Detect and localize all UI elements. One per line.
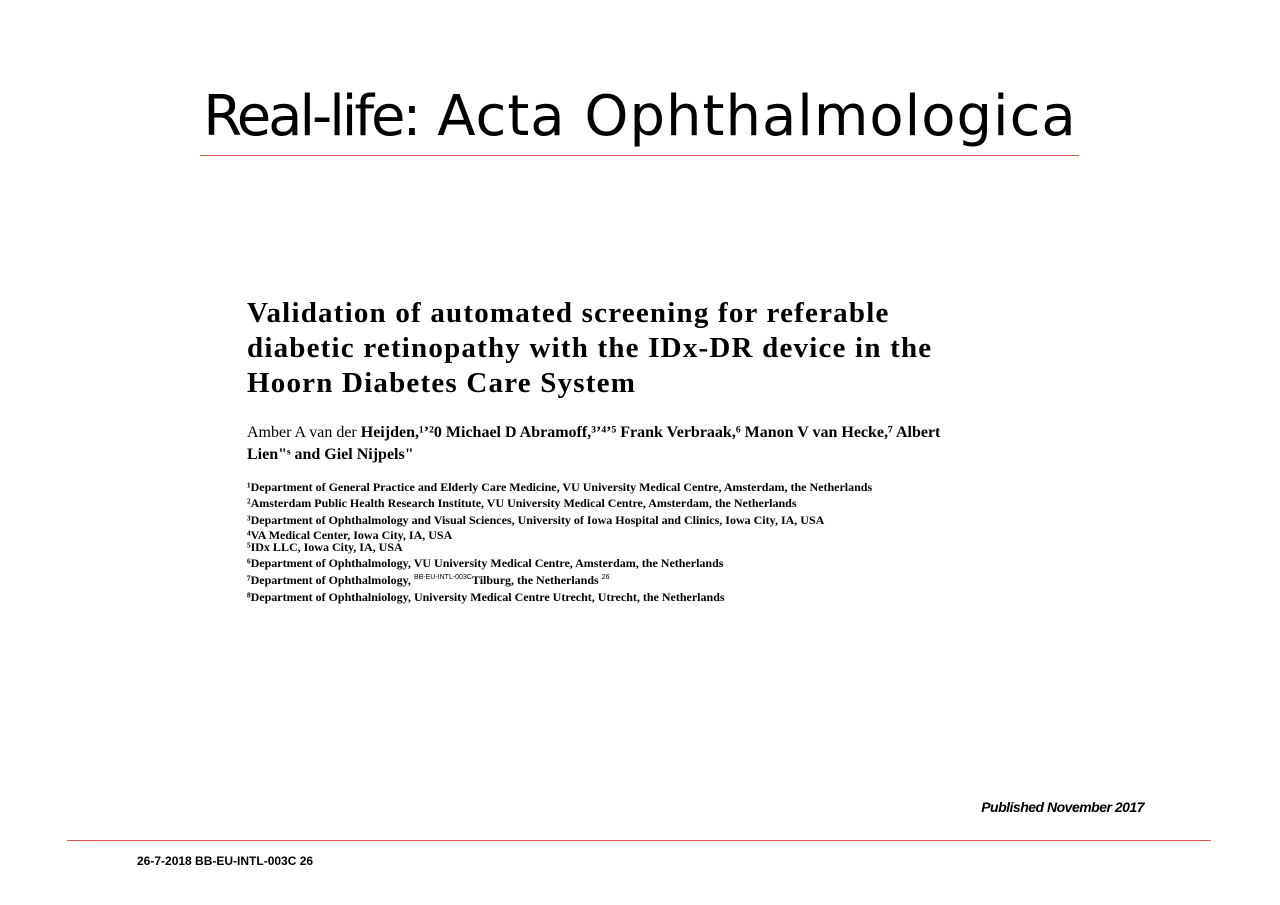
affiliation-6: ⁶Department of Ophthalmology, VU University Medical Centre, Amsterdam, the Netherlands bbox=[247, 556, 724, 570]
affiliation-3: ³Department of Ophthalmology and Visual Sciences, University of Iowa Hospital and Clinics, Iowa City, IA, USA bbox=[247, 513, 825, 527]
footer-divider bbox=[67, 840, 1211, 841]
affiliation-7-suffix: Tilburg, the Netherlands bbox=[471, 573, 602, 587]
affiliation-1: ¹Department of General Practice and Elderly Care Medicine, VU University Medical Centre, Amsterdam, the Netherlands bbox=[247, 480, 873, 494]
affiliation-5: ⁵IDx LLC, Iowa City, IA, USA bbox=[247, 540, 403, 554]
paper-authors bbox=[247, 422, 987, 466]
affiliation-8: ⁸Department of Ophthalniology, University Medical Centre Utrecht, Utrecht, the Netherlands bbox=[247, 590, 725, 604]
watermark-overlay: BB-EU-INTL-003C bbox=[413, 574, 472, 581]
affiliation-4: ⁴VA Medical Center, Iowa City, IA, USA bbox=[247, 528, 453, 542]
page-overlay: 26 bbox=[601, 574, 610, 581]
affiliation-7-prefix: ⁷Department of Ophthalmology, bbox=[247, 573, 414, 587]
authors-first: Amber A van der bbox=[247, 424, 361, 441]
affiliation-2: ²Amsterdam Public Health Research Institute, VU University Medical Centre, Amsterdam, the Netherlands bbox=[247, 496, 797, 510]
slide-title-part2: Acta Ophthalmologica bbox=[437, 84, 1077, 149]
slide-title bbox=[0, 82, 1280, 152]
affiliation-7 bbox=[247, 573, 610, 588]
published-date: Published November 2017 bbox=[981, 799, 1144, 815]
paper-title: Validation of automated screening for referable diabetic retinopathy with the IDx-DR device in the Hoorn Diabetes Care System bbox=[247, 297, 933, 399]
footer-reference: 26-7-2018 BB-EU-INTL-003C 26 bbox=[137, 854, 314, 868]
slide-title-part1: Real-life: bbox=[203, 84, 419, 149]
title-divider bbox=[200, 155, 1079, 156]
authors-rest: Heijden,¹’²0 Michael D Abramoff,³’⁴’⁵ Frank Verbraak,⁶ Manon V van Hecke,⁷ Albert Lien"ˢ and Giel Nijpels" bbox=[247, 424, 941, 463]
